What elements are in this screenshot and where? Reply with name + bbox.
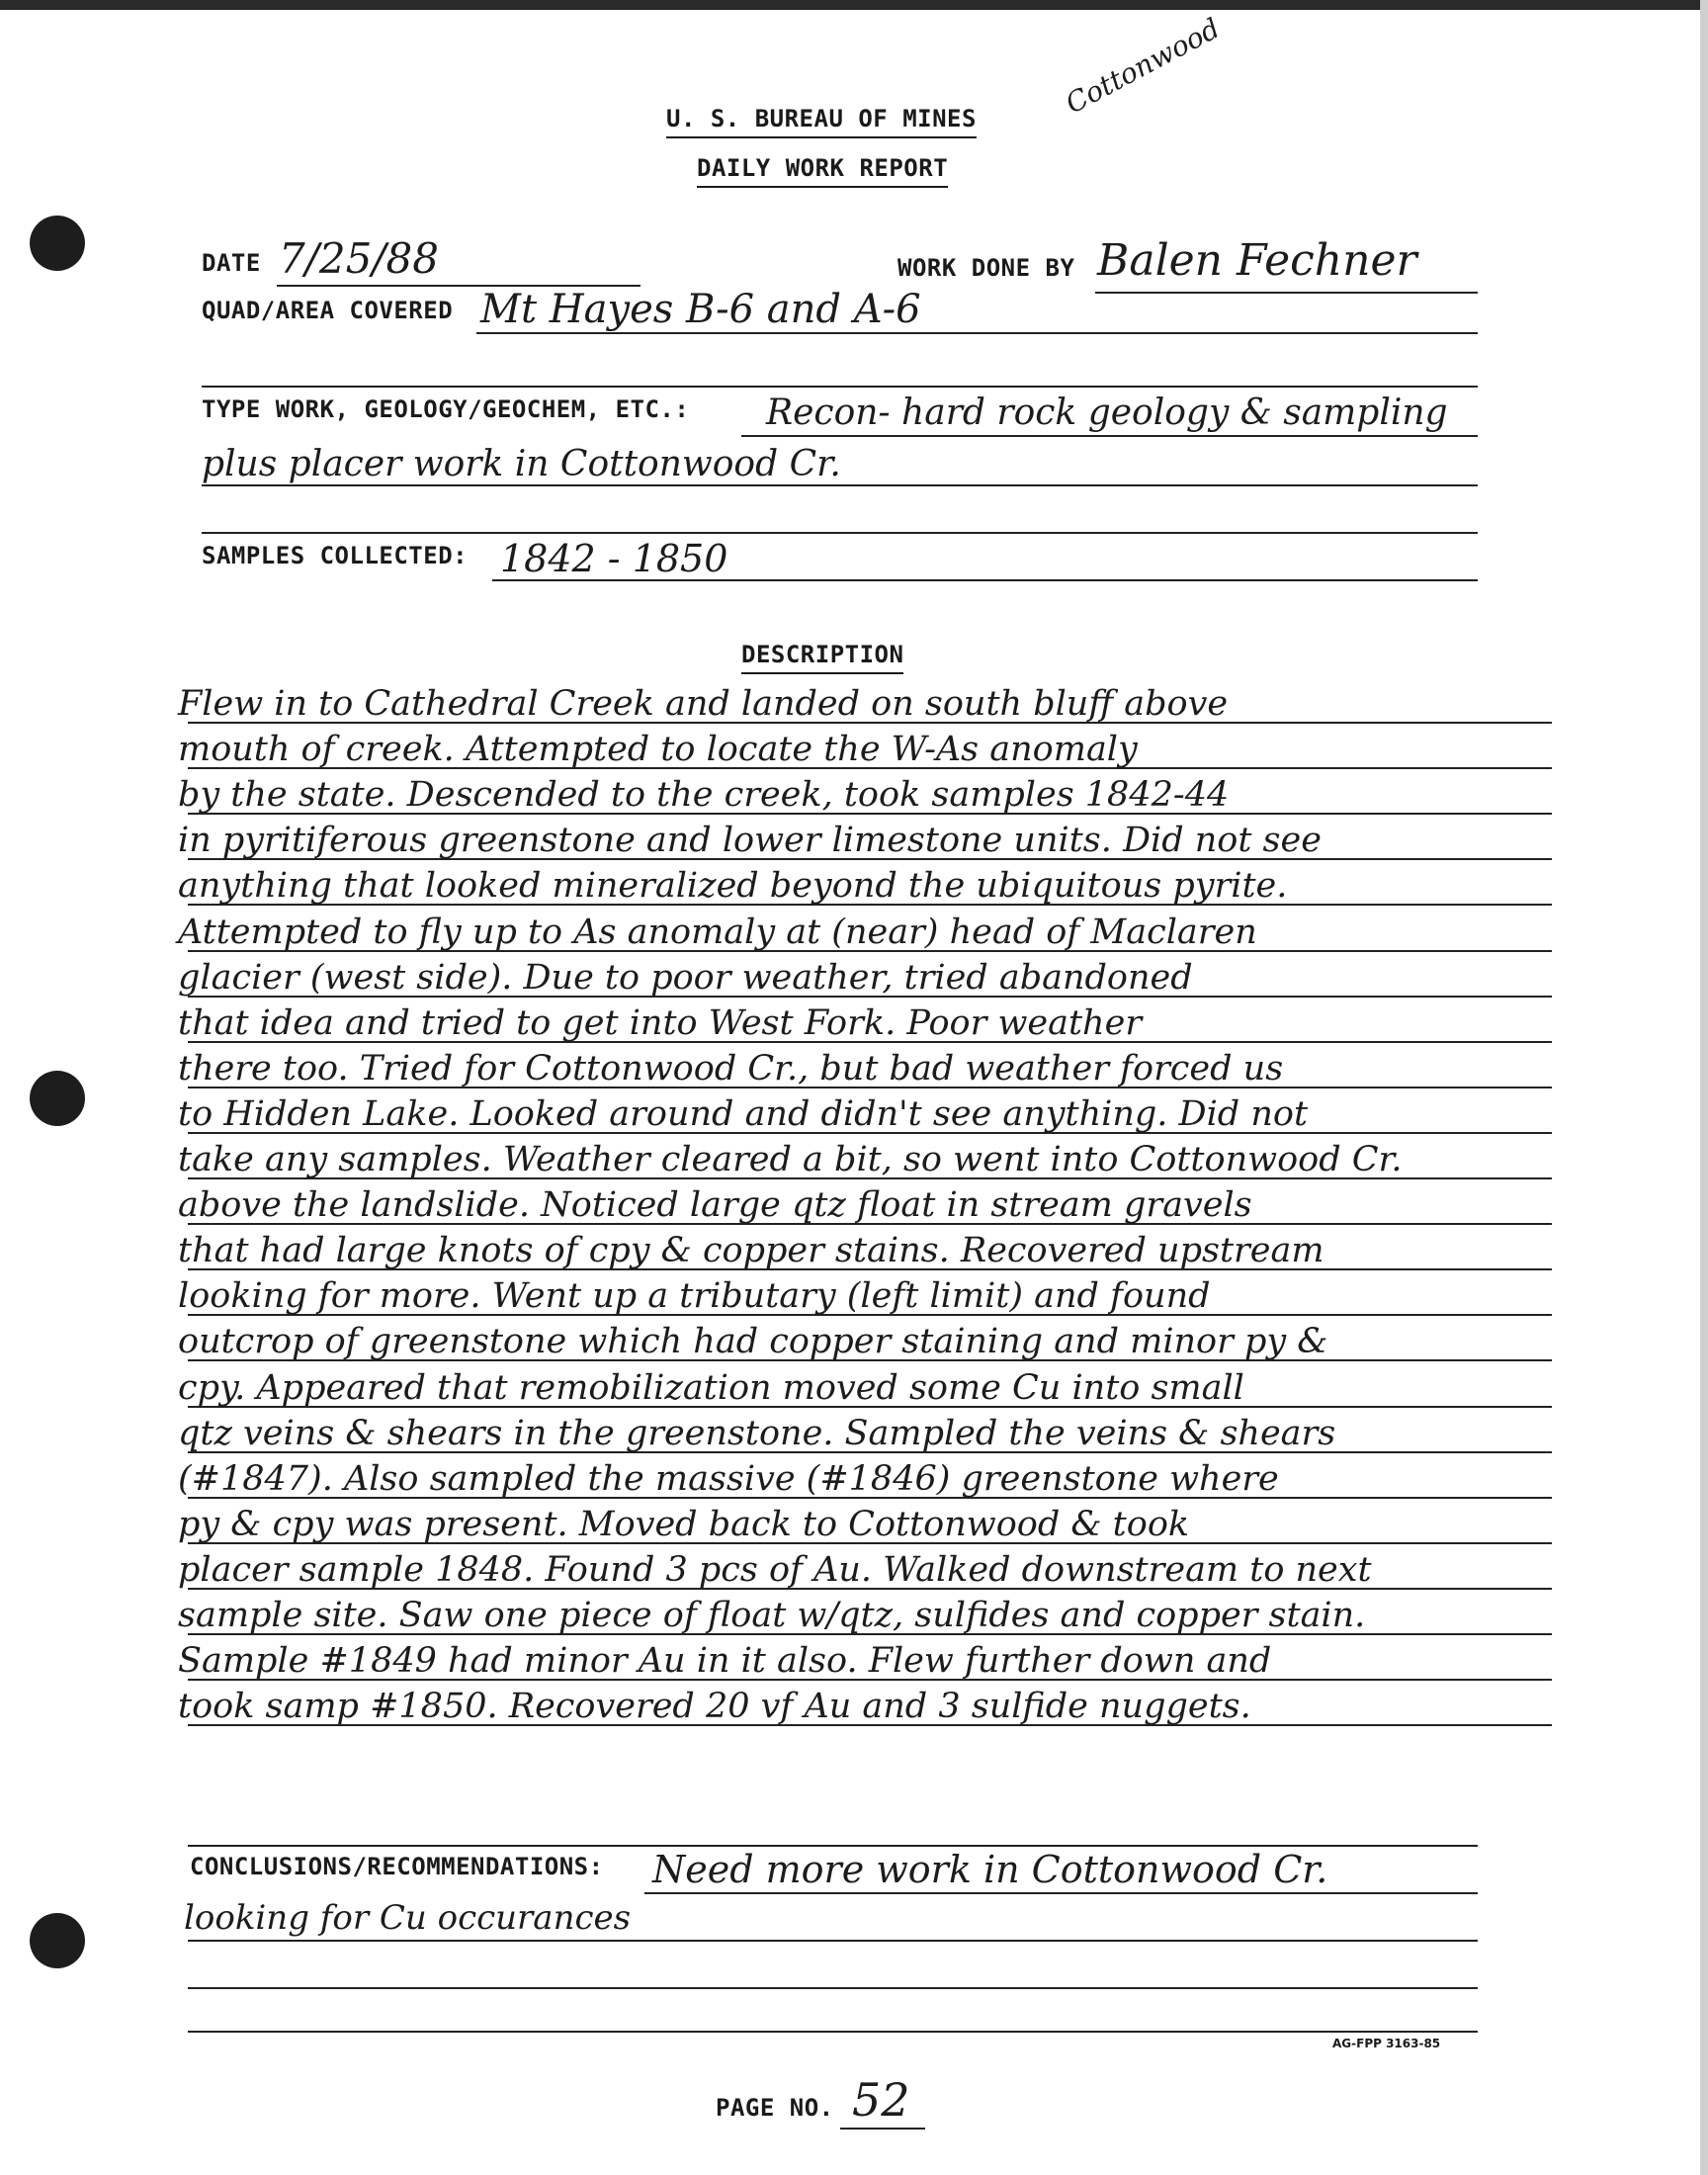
description-line bbox=[148, 1503, 1552, 1548]
conclusions-value-1: Need more work in Cottonwood Cr. bbox=[652, 1848, 1328, 1891]
type-work-label: TYPE WORK, GEOLOGY/GEOCHEM, ETC.: bbox=[202, 395, 690, 423]
conclusions-rule-3 bbox=[188, 1987, 1478, 1989]
description-line bbox=[148, 1365, 1552, 1411]
type-work-rule-2 bbox=[202, 484, 1478, 486]
description-line bbox=[148, 819, 1552, 864]
description-heading: DESCRIPTION bbox=[741, 641, 903, 674]
description-line bbox=[148, 1092, 1552, 1138]
type-work-rule-1 bbox=[741, 435, 1478, 437]
description-text: took samp #1850. Recovered 20 vf Au and 3 sulfide nuggets. bbox=[178, 1687, 1251, 1727]
description-line bbox=[148, 1001, 1552, 1047]
punch-hole-middle bbox=[30, 1071, 85, 1126]
conclusions-value-2: looking for Cu occurances bbox=[184, 1898, 632, 1938]
description-text: take any samples. Weather cleared a bit, so went into Cottonwood Cr. bbox=[178, 1140, 1403, 1180]
conclusions-label: CONCLUSIONS/RECOMMENDATIONS: bbox=[190, 1853, 604, 1880]
description-text: above the landslide. Noticed large qtz float in stream gravels bbox=[178, 1185, 1252, 1226]
description-line bbox=[148, 773, 1552, 819]
description-text: there too. Tried for Cottonwood Cr., but bad weather forced us bbox=[178, 1048, 1284, 1088]
page-top-edge bbox=[0, 0, 1708, 10]
conclusions-rule-4 bbox=[188, 2031, 1478, 2033]
work-done-by-value: Balen Fechner bbox=[1097, 235, 1417, 286]
punch-hole-top bbox=[30, 216, 85, 271]
type-work-value-2: plus placer work in Cottonwood Cr. bbox=[202, 444, 841, 484]
agency-title: U. S. BUREAU OF MINES bbox=[666, 105, 977, 138]
description-text: Attempted to fly up to As anomaly at (near) head of Maclaren bbox=[178, 912, 1257, 952]
description-text: Sample #1849 had minor Au in it also. Flew further down and bbox=[178, 1641, 1272, 1682]
description-line bbox=[148, 1685, 1552, 1730]
description-line bbox=[148, 864, 1552, 910]
description-text: in pyritiferous greenstone and lower limestone units. Did not see bbox=[178, 821, 1322, 861]
description-line bbox=[148, 1229, 1552, 1274]
description-line bbox=[148, 1274, 1552, 1320]
form-code: AG-FPP 3163-85 bbox=[1332, 2037, 1441, 2050]
type-work-value-1: Recon- hard rock geology & sampling bbox=[766, 392, 1448, 433]
description-text: (#1847). Also sampled the massive (#1846) greenstone where bbox=[178, 1458, 1279, 1499]
description-text: anything that looked mineralized beyond the ubiquitous pyrite. bbox=[178, 866, 1288, 907]
description-line bbox=[148, 1548, 1552, 1594]
description-text: cpy. Appeared that remobilization moved some Cu into small bbox=[178, 1367, 1244, 1408]
description-line bbox=[148, 1639, 1552, 1685]
description-text: qtz veins & shears in the greenstone. Sampled the veins & shears bbox=[178, 1413, 1336, 1453]
description-line bbox=[148, 1457, 1552, 1503]
description-text: by the state. Descended to the creek, took samples 1842-44 bbox=[178, 775, 1230, 816]
description-line bbox=[148, 1047, 1552, 1092]
description-text: to Hidden Lake. Looked around and didn't see anything. Did not bbox=[178, 1093, 1309, 1134]
date-value: 7/25/88 bbox=[279, 234, 439, 283]
description-line bbox=[148, 956, 1552, 1001]
report-title: DAILY WORK REPORT bbox=[697, 154, 948, 188]
description-text: placer sample 1848. Found 3 pcs of Au. Walked downstream to next bbox=[178, 1549, 1372, 1590]
description-line bbox=[148, 1320, 1552, 1365]
description-text: py & cpy was present. Moved back to Cottonwood & took bbox=[178, 1504, 1190, 1544]
description-line bbox=[148, 682, 1552, 728]
description-line bbox=[148, 1412, 1552, 1457]
description-line bbox=[148, 728, 1552, 773]
description-line bbox=[148, 1138, 1552, 1183]
description-line bbox=[148, 910, 1552, 955]
description-text: Flew in to Cathedral Creek and landed on south bluff above bbox=[178, 684, 1229, 725]
quad-extra-rule bbox=[202, 386, 1478, 388]
conclusions-rule-1 bbox=[644, 1892, 1478, 1894]
page-number-label: PAGE NO. bbox=[716, 2094, 834, 2122]
description-line bbox=[148, 1594, 1552, 1639]
conclusions-rule-2 bbox=[188, 1940, 1478, 1942]
page-right-edge bbox=[1700, 0, 1708, 2175]
page-number-value: 52 bbox=[852, 2073, 910, 2127]
description-text: looking for more. Went up a tributary (left limit) and found bbox=[178, 1276, 1211, 1317]
description-text: that idea and tried to get into West Fork. Poor weather bbox=[178, 1002, 1143, 1043]
date-label: DATE bbox=[202, 249, 261, 277]
samples-label: SAMPLES COLLECTED: bbox=[202, 542, 469, 569]
type-work-rule-3 bbox=[202, 532, 1478, 534]
description-text: that had large knots of cpy & copper stains. Recovered upstream bbox=[178, 1231, 1324, 1271]
samples-value: 1842 - 1850 bbox=[500, 537, 728, 580]
page-number-rule bbox=[840, 2128, 925, 2130]
description-text: sample site. Saw one piece of float w/qtz, sulfides and copper stain. bbox=[178, 1595, 1366, 1635]
conclusions-top-rule bbox=[188, 1845, 1478, 1847]
quad-rule bbox=[476, 332, 1478, 334]
punch-hole-bottom bbox=[30, 1913, 85, 1968]
work-done-by-rule bbox=[1095, 292, 1478, 294]
quad-value: Mt Hayes B-6 and A-6 bbox=[480, 287, 921, 332]
description-text: glacier (west side). Due to poor weather, tried abandoned bbox=[178, 957, 1193, 998]
description-text: mouth of creek. Attempted to locate the W-As anomaly bbox=[178, 730, 1138, 770]
quad-label: QUAD/AREA COVERED bbox=[202, 297, 454, 324]
description-line bbox=[148, 1183, 1552, 1229]
work-done-by-label: WORK DONE BY bbox=[897, 254, 1075, 282]
description-body bbox=[148, 682, 1552, 1730]
description-text: outcrop of greenstone which had copper staining and minor py & bbox=[178, 1322, 1328, 1362]
margin-note: Cottonwood bbox=[1060, 11, 1226, 121]
